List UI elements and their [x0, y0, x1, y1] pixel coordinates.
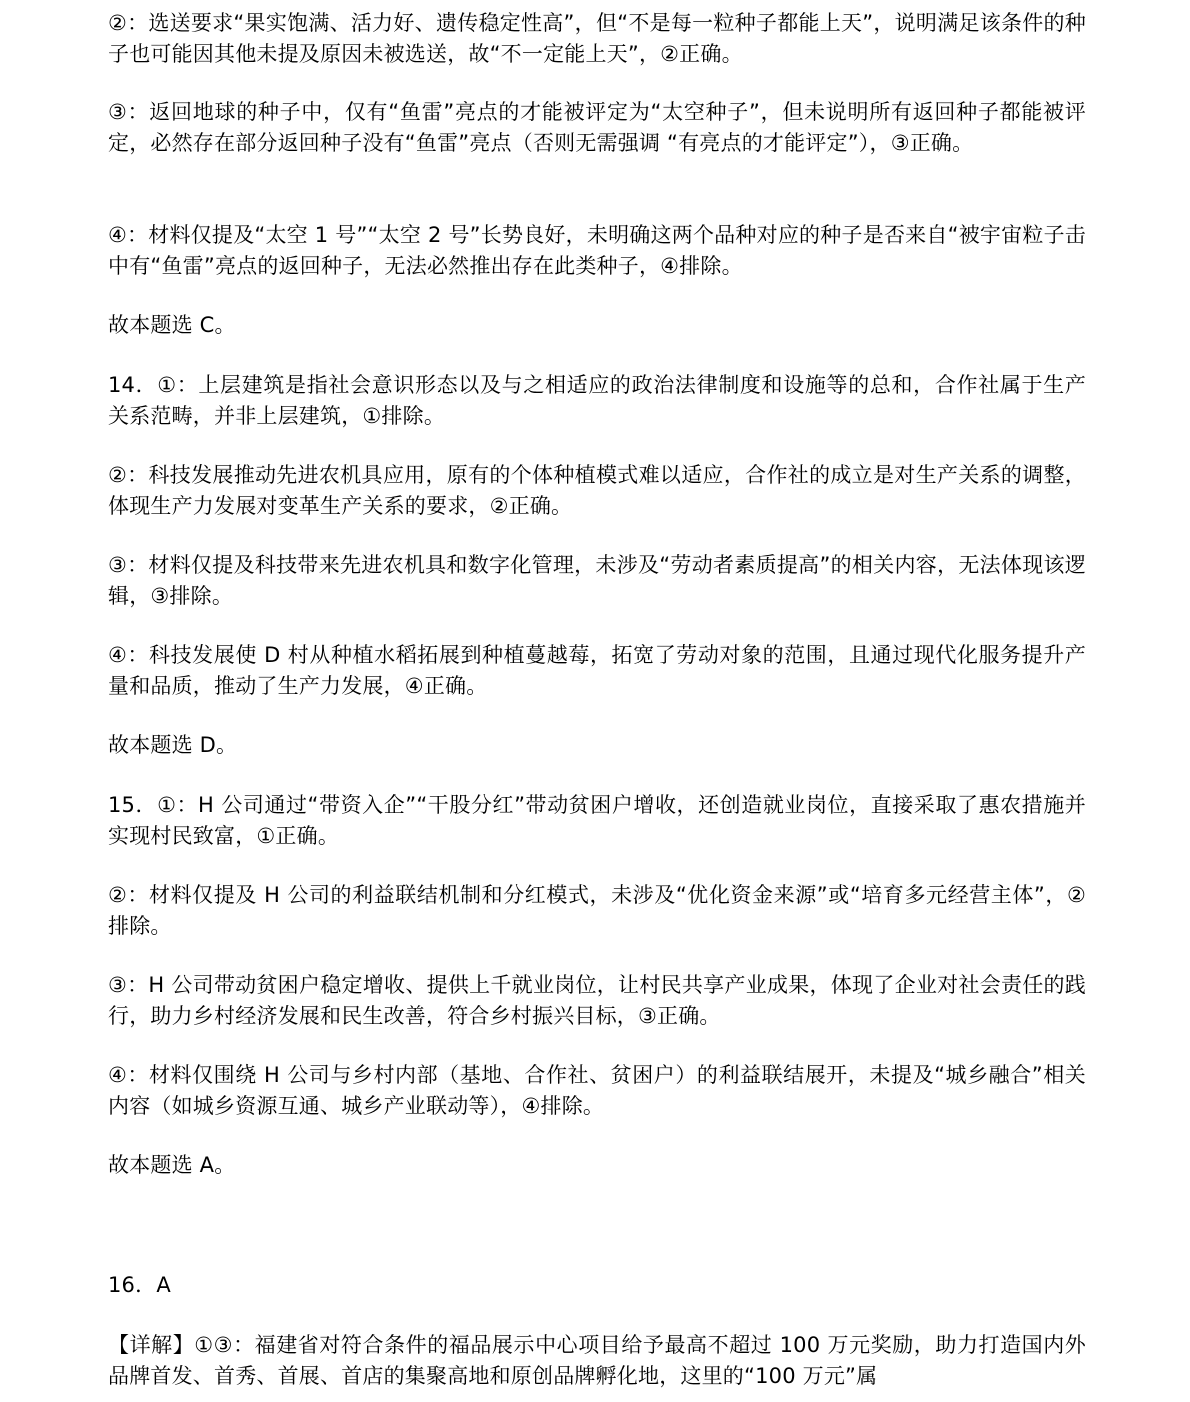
paragraph-q13-option-4: ④：材料仅提及“太空 1 号”“太空 2 号”长势良好，未明确这两个品种对应的种子是否来自“被宇宙粒子击中有“鱼雷”亮点的返回种子，无法必然推出存在此类种子，④排除。 [108, 223, 1086, 278]
paragraph-q14-option-3: ③：材料仅提及科技带来先进农机具和数字化管理，未涉及“劳动者素质提高”的相关内容，无法体现该逻辑，③排除。 [108, 553, 1086, 608]
paragraph-q13-option-3: ③：返回地球的种子中，仅有“鱼雷”亮点的才能被评定为“太空种子”，但未说明所有返回种子都能被评定，必然存在部分返回种子没有“鱼雷”亮点（否则无需强调 “有亮点的才能评定”），③正确。 [108, 100, 1086, 155]
paragraph-q14-option-4: ④：科技发展使 D 村从种植水稻拓展到种植蔓越莓，拓宽了劳动对象的范围，且通过现代化服务提升产量和品质，推动了生产力发展，④正确。 [108, 643, 1086, 698]
paragraph-q16-detail: 【详解】①③：福建省对符合条件的福品展示中心项目给予最高不超过 100 万元奖励，助力打造国内外品牌首发、首秀、首展、首店的集聚高地和原创品牌孵化地，这里的“100 万元”属 [108, 1333, 1086, 1388]
paragraph-q15-option-2: ②：材料仅提及 H 公司的利益联结机制和分红模式，未涉及“优化资金来源”或“培育多元经营主体”，②排除。 [108, 883, 1086, 938]
paragraph-q15-option-4: ④：材料仅围绕 H 公司与乡村内部（基地、合作社、贫困户）的利益联结展开，未提及“城乡融合”相关内容（如城乡资源互通、城乡产业联动等），④排除。 [108, 1063, 1086, 1118]
paragraph-q15-option-1: 15．①：H 公司通过“带资入企”“干股分红”带动贫困户增收，还创造就业岗位，直接采取了惠农措施并实现村民致富，①正确。 [108, 793, 1086, 848]
paragraph-q14-answer: 故本题选 D。 [108, 733, 238, 757]
paragraph-q14-option-2: ②：科技发展推动先进农机具应用，原有的个体种植模式难以适应，合作社的成立是对生产关系的调整，体现生产力发展对变革生产关系的要求，②正确。 [108, 463, 1086, 518]
paragraph-q15-answer: 故本题选 A。 [108, 1153, 236, 1177]
paragraph-q16-answer: 16．A [108, 1273, 171, 1297]
paragraph-q13-answer: 故本题选 C。 [108, 313, 236, 337]
paragraph-q13-option-2: ②：选送要求“果实饱满、活力好、遗传稳定性高”，但“不是每一粒种子都能上天”，说明满足该条件的种子也可能因其他未提及原因未被选送，故“不一定能上天”，②正确。 [108, 11, 1086, 66]
paragraph-q14-option-1: 14．①：上层建筑是指社会意识形态以及与之相适应的政治法律制度和设施等的总和，合作社属于生产关系范畴，并非上层建筑，①排除。 [108, 373, 1086, 428]
paragraph-q15-option-3: ③：H 公司带动贫困户稳定增收、提供上千就业岗位，让村民共享产业成果，体现了企业对社会责任的践行，助力乡村经济发展和民生改善，符合乡村振兴目标，③正确。 [108, 973, 1086, 1028]
